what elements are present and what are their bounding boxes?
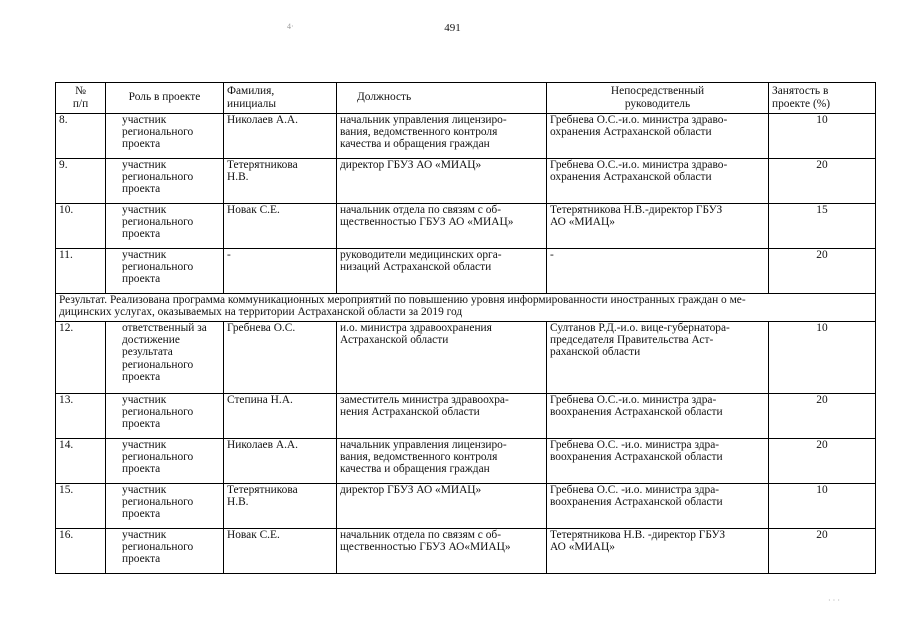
cell-role: участник регионального проекта	[106, 114, 224, 159]
cell-load: 10	[769, 484, 876, 529]
scan-mark: 4·	[287, 22, 294, 31]
cell-name: Новак С.Е.	[224, 529, 337, 574]
table-row	[56, 484, 876, 529]
cell-load: 20	[769, 159, 876, 204]
cell-position: начальник управления лицензиро- вания, ведомственного контроля качества и обращения граждан	[337, 114, 547, 159]
table-row	[56, 204, 876, 249]
cell-num: 14.	[56, 439, 106, 484]
table-row	[56, 114, 876, 159]
cell-position: начальник управления лицензиро- вания, ведомственного контроля качества и обращения граждан	[337, 439, 547, 484]
cell-num: 10.	[56, 204, 106, 249]
cell-supervisor: Гребнева О.С.-и.о. министра здра- воохранения Астраханской области	[547, 394, 769, 439]
cell-position: начальник отдела по связям с об- щественностью ГБУЗ АО «МИАЦ»	[337, 204, 547, 249]
cell-name: Гребнева О.С.	[224, 322, 337, 394]
cell-name: -	[224, 249, 337, 294]
cell-name: Степина Н.А.	[224, 394, 337, 439]
page-number: 491	[444, 22, 461, 34]
cell-load: 20	[769, 439, 876, 484]
cell-role: участник регионального проекта	[106, 394, 224, 439]
cell-num: 11.	[56, 249, 106, 294]
cell-supervisor: Султанов Р.Д.-и.о. вице-губернатора- председателя Правительства Аст- раханской области	[547, 322, 769, 394]
cell-load: 20	[769, 529, 876, 574]
cell-position: начальник отдела по связям с об- щественностью ГБУЗ АО«МИАЦ»	[337, 529, 547, 574]
cell-role: участник регионального проекта	[106, 529, 224, 574]
cell-name: Новак С.Е.	[224, 204, 337, 249]
cell-supervisor: Тетерятникова Н.В.-директор ГБУЗ АО «МИАЦ»	[547, 204, 769, 249]
cell-position: директор ГБУЗ АО «МИАЦ»	[337, 484, 547, 529]
cell-supervisor: Тетерятникова Н.В. -директор ГБУЗ АО «МИАЦ»	[547, 529, 769, 574]
cell-num: 13.	[56, 394, 106, 439]
footer-mark: · · ·	[828, 596, 840, 605]
header-load: Занятость в проекте (%)	[769, 83, 876, 114]
project-team-table	[55, 82, 876, 574]
header-num: № п/п	[56, 83, 106, 114]
cell-load: 15	[769, 204, 876, 249]
cell-name: Тетерятникова Н.В.	[224, 159, 337, 204]
table-body-result	[56, 294, 876, 322]
result-text: Результат. Реализована программа коммуникационных мероприятий по повышению уровня информированности иностранных граждан о ме- дицинских услугах, оказываемых на территории Астраханской области за 2019 год	[56, 294, 876, 322]
table-row	[56, 159, 876, 204]
table-body-bottom	[56, 322, 876, 574]
header-supervisor: Непосредственный руководитель	[547, 83, 769, 114]
cell-load: 20	[769, 249, 876, 294]
cell-num: 12.	[56, 322, 106, 394]
cell-name: Николаев А.А.	[224, 439, 337, 484]
table-header-row	[56, 83, 876, 114]
cell-role: участник регионального проекта	[106, 159, 224, 204]
table-body-top	[56, 114, 876, 294]
table-row	[56, 249, 876, 294]
header-name: Фамилия, инициалы	[224, 83, 337, 114]
table-row	[56, 529, 876, 574]
cell-load: 20	[769, 394, 876, 439]
cell-position: руководители медицинских орга- низаций Астраханской области	[337, 249, 547, 294]
cell-num: 16.	[56, 529, 106, 574]
cell-supervisor: Гребнева О.С.-и.о. министра здраво- охранения Астраханской области	[547, 159, 769, 204]
cell-supervisor: Гребнева О.С.-и.о. министра здраво- охранения Астраханской области	[547, 114, 769, 159]
cell-position: директор ГБУЗ АО «МИАЦ»	[337, 159, 547, 204]
cell-role: участник регионального проекта	[106, 249, 224, 294]
cell-name: Николаев А.А.	[224, 114, 337, 159]
cell-position: заместитель министра здравоохра- нения Астраханской области	[337, 394, 547, 439]
cell-num: 15.	[56, 484, 106, 529]
cell-role: участник регионального проекта	[106, 439, 224, 484]
cell-position: и.о. министра здравоохранения Астраханской области	[337, 322, 547, 394]
table-row	[56, 322, 876, 394]
cell-supervisor: Гребнева О.С. -и.о. министра здра- воохранения Астраханской области	[547, 439, 769, 484]
cell-role: участник регионального проекта	[106, 204, 224, 249]
result-row	[56, 294, 876, 322]
cell-num: 9.	[56, 159, 106, 204]
cell-supervisor: Гребнева О.С. -и.о. министра здра- воохранения Астраханской области	[547, 484, 769, 529]
header-role: Роль в проекте	[106, 83, 224, 114]
cell-role: ответственный за достижение результата регионального проекта	[106, 322, 224, 394]
header-position: Должность	[337, 83, 547, 114]
cell-supervisor: -	[547, 249, 769, 294]
cell-name: Тетерятникова Н.В.	[224, 484, 337, 529]
cell-role: участник регионального проекта	[106, 484, 224, 529]
table-row	[56, 439, 876, 484]
cell-num: 8.	[56, 114, 106, 159]
table-row	[56, 394, 876, 439]
cell-load: 10	[769, 322, 876, 394]
cell-load: 10	[769, 114, 876, 159]
